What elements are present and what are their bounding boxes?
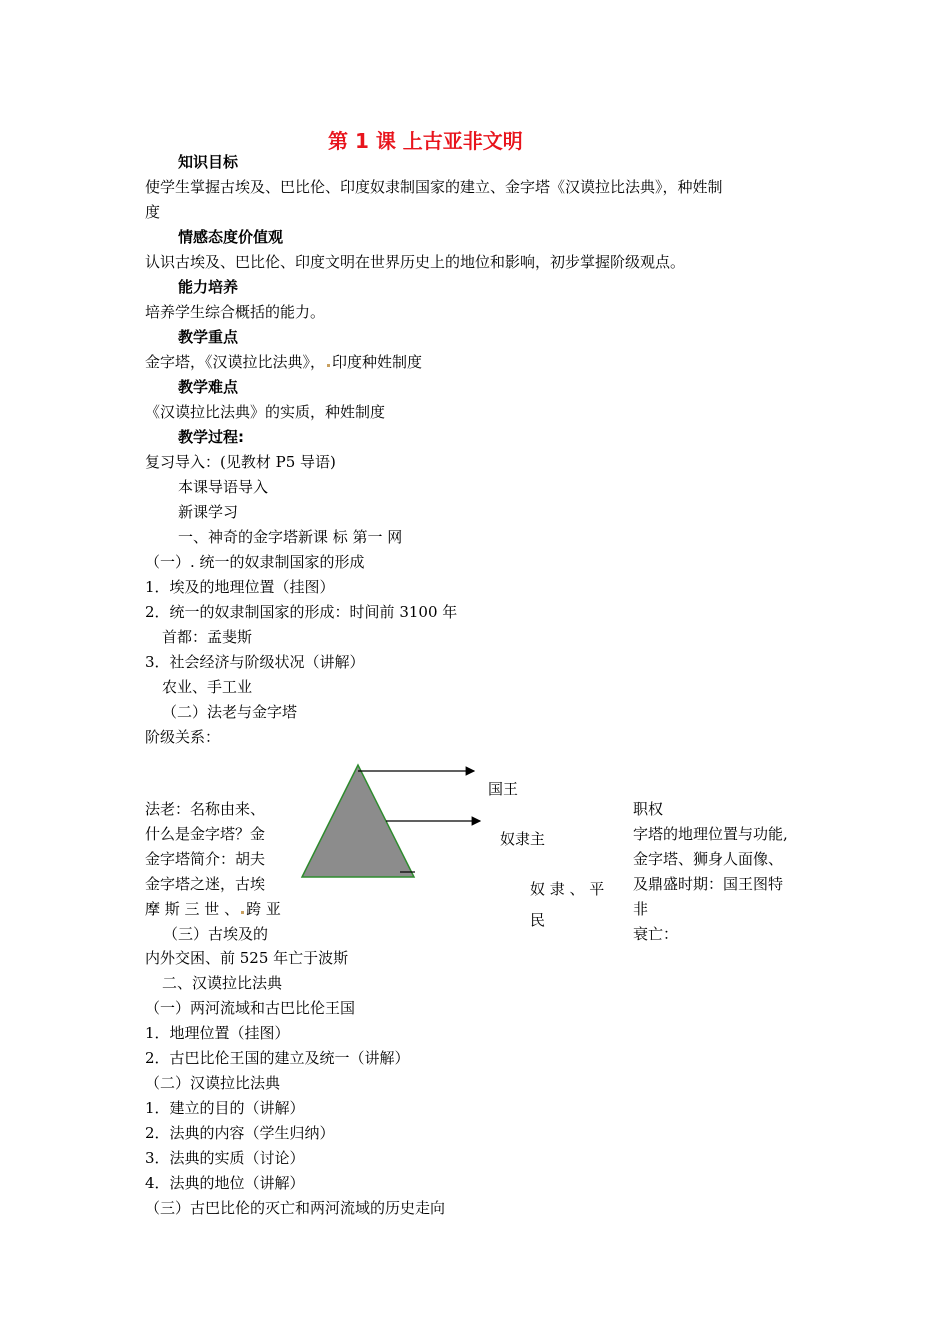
- left-col-line: [145, 897, 288, 922]
- code-item-2: 2．法典的内容（学生归纳）: [145, 1124, 335, 1142]
- section-1-item-2: 2．统一的奴隶制国家的形成：时间前 3100 年: [145, 603, 458, 621]
- right-column: [633, 797, 818, 947]
- left-col-line: 什么是金字塔？金: [145, 825, 266, 843]
- egypt-decline-line: 内外交困、前 525 年亡于波斯: [145, 949, 349, 967]
- section-2-item-2: 2．古巴比伦王国的建立及统一（讲解）: [145, 1049, 410, 1067]
- section-1-sub-2: （二）法老与金字塔: [162, 703, 298, 721]
- label-slave-civilian: 奴 隶 、 平: [530, 880, 605, 898]
- page-title: 第 1 课 上古亚非文明: [328, 129, 523, 153]
- key-text-a: 金字塔，《汉谟拉比法典》，: [145, 353, 326, 371]
- economy-line: 农业、手工业: [162, 678, 253, 696]
- right-col-line: 非: [633, 900, 649, 918]
- stray-dot: [241, 911, 244, 914]
- section-1-heading: 一、神奇的金字塔新课 标 第一 网: [178, 528, 403, 546]
- left-col-line-b: 跨 亚: [246, 900, 281, 918]
- code-item-4: 4．法典的地位（讲解）: [145, 1174, 305, 1192]
- ability-text: 培养学生综合概括的能力。: [145, 303, 326, 321]
- section-2-item-1: 1．地理位置（挂图）: [145, 1024, 290, 1042]
- right-col-line: 金字塔、狮身人面像、: [633, 850, 784, 868]
- left-col-line: （三）古埃及的: [163, 925, 269, 943]
- pyramid-diagram: [290, 755, 490, 885]
- emotion-text: 认识古埃及、巴比伦、印度文明在世界历史上的地位和影响，初步掌握阶级观点。: [145, 253, 686, 271]
- left-col-line: 金字塔简介：胡夫: [145, 850, 266, 868]
- intro-line: 本课导语导入: [178, 478, 269, 496]
- process-heading: 教学过程:: [178, 428, 244, 446]
- section-2-heading: 二、汉谟拉比法典: [162, 974, 283, 992]
- section-2-sub-2: （二）汉谟拉比法典: [145, 1074, 281, 1092]
- label-king: 国王: [488, 780, 519, 798]
- difficulty-text: 《汉谟拉比法典》的实质，种姓制度: [145, 403, 386, 421]
- right-col-line: 字塔的地理位置与功能,: [633, 825, 788, 843]
- right-col-line: 职权: [633, 800, 664, 818]
- right-col-line: 及鼎盛时期：国王图特: [633, 875, 784, 893]
- left-column: [145, 797, 288, 947]
- key-heading: 教学重点: [178, 328, 239, 346]
- knowledge-heading: 知识目标: [178, 153, 239, 171]
- code-item-3: 3．法典的实质（讨论）: [145, 1149, 305, 1167]
- ability-heading: 能力培养: [178, 278, 239, 296]
- left-col-line-a: 摩 斯 三 世 、: [145, 900, 240, 918]
- left-col-line: 法老：名称由来、: [145, 800, 266, 818]
- section-1-sub-1: （一）. 统一的奴隶制国家的形成: [145, 553, 365, 571]
- section-2-sub-1: （一）两河流域和古巴比伦王国: [145, 999, 356, 1017]
- label-slave-civilian-cont: 民: [530, 911, 546, 929]
- right-col-line: 衰亡：: [633, 925, 679, 943]
- class-relation-label: 阶级关系：: [145, 728, 221, 746]
- left-col-line: 金字塔之迷，古埃: [145, 875, 266, 893]
- section-1-item-1: 1．埃及的地理位置（挂图）: [145, 578, 335, 596]
- new-lesson-line: 新课学习: [178, 503, 239, 521]
- code-item-1: 1．建立的目的（讲解）: [145, 1099, 305, 1117]
- section-2-sub-3: （三）古巴比伦的灭亡和两河流域的历史走向: [145, 1199, 446, 1217]
- knowledge-text-cont: 度: [145, 203, 161, 221]
- knowledge-text: 使学生掌握古埃及、巴比伦、印度奴隶制国家的建立、金字塔《汉谟拉比法典》，种姓制: [145, 178, 723, 196]
- key-text: [145, 352, 422, 372]
- key-text-b: 印度种姓制度: [332, 353, 423, 371]
- stray-dot: [327, 364, 330, 367]
- difficulty-heading: 教学难点: [178, 378, 239, 396]
- review-line: 复习导入：(见教材 P5 导语): [145, 453, 336, 471]
- capital-line: 首都：孟斐斯: [162, 628, 253, 646]
- label-slaveowner: 奴隶主: [500, 830, 546, 848]
- emotion-heading: 情感态度价值观: [178, 228, 284, 246]
- section-1-item-3: 3．社会经济与阶级状况（讲解）: [145, 653, 365, 671]
